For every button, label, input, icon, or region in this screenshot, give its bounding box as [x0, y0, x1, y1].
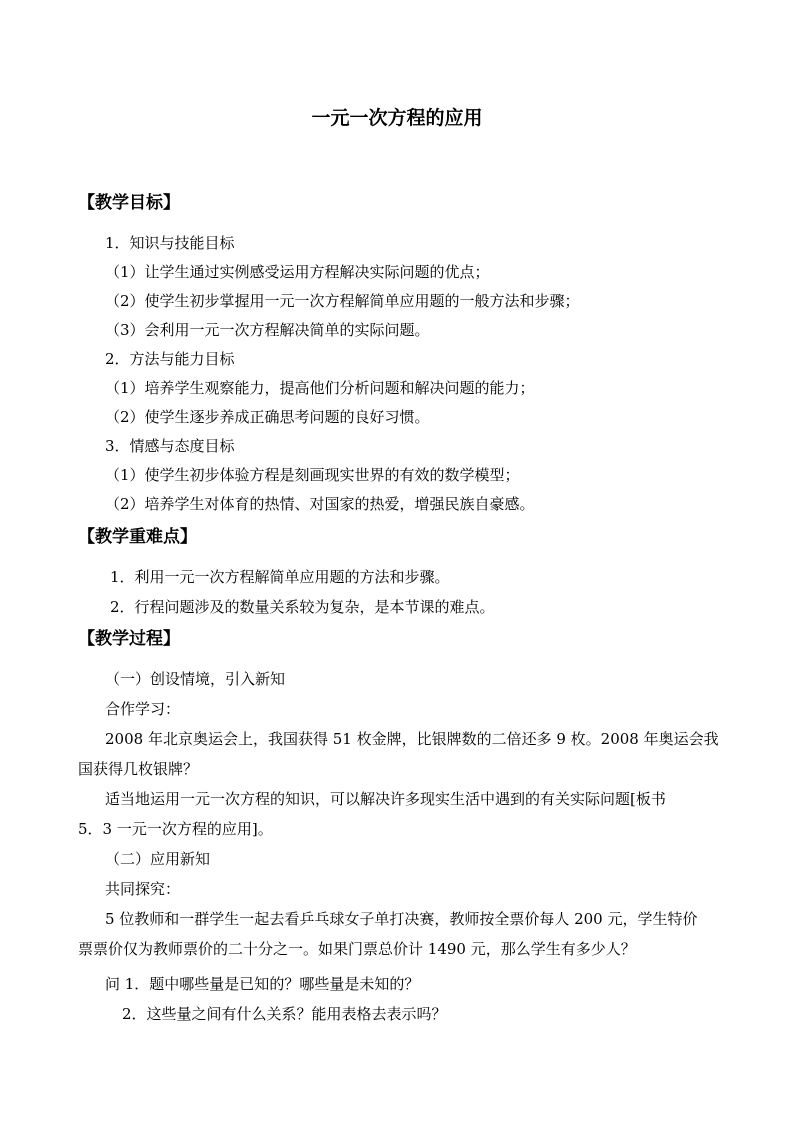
section-heading-objectives: 【教学目标】: [78, 193, 180, 213]
goal-item: （2）培养学生对体育的热情、对国家的热爱，增强民族自豪感。: [105, 495, 535, 513]
document-title: 一元一次方程的应用: [311, 107, 483, 129]
process-part-heading: （二）应用新知: [105, 850, 211, 868]
paragraph-line: 票票价仅为教师票价的二十分之一。如果门票总价计 1490 元，那么学生有多少人？: [78, 940, 636, 958]
key-point-item: 1．利用一元一次方程解简单应用题的方法和步骤。: [110, 568, 450, 586]
goal-heading-attitude: 3．情感与态度目标: [105, 437, 235, 455]
paragraph-line: 适当地运用一元一次方程的知识，可以解决许多现实生活中遇到的有关实际问题[板书: [105, 790, 666, 808]
process-part-heading: （一）创设情境，引入新知: [105, 670, 286, 688]
coop-label: 合作学习：: [105, 700, 181, 718]
paragraph-line: 5 位教师和一群学生一起去看乒乓球女子单打决赛，教师按全票价每人 200 元，学生特价: [105, 910, 698, 928]
question-item: 2．这些量之间有什么关系？能用表格去表示吗？: [122, 1005, 447, 1023]
goal-heading-knowledge: 1．知识与技能目标: [105, 234, 235, 252]
goal-item: （1）使学生初步体验方程是刻画现实世界的有效的数学模型；: [105, 466, 520, 484]
paragraph-line: 5．3 一元一次方程的应用]。: [78, 820, 273, 838]
paragraph-line: 2008 年北京奥运会上，我国获得 51 枚金牌，比银牌数的二倍还多 9 枚。2008 年奥运会我: [105, 730, 719, 748]
goal-item: （1）培养学生观察能力，提高他们分析问题和解决问题的能力；: [105, 379, 535, 397]
paragraph-line: 国获得几枚银牌？: [78, 760, 199, 778]
goal-item: （2）使学生逐步养成正确思考问题的良好习惯。: [105, 408, 430, 426]
section-heading-process: 【教学过程】: [78, 629, 180, 649]
key-point-item: 2．行程问题涉及的数量关系较为复杂，是本节课的难点。: [110, 598, 495, 616]
goal-heading-method: 2．方法与能力目标: [105, 350, 235, 368]
explore-label: 共同探究：: [105, 880, 181, 898]
section-heading-key-points: 【教学重难点】: [78, 527, 197, 547]
goal-item: （1）让学生通过实例感受运用方程解决实际问题的优点；: [105, 263, 490, 281]
goal-item: （2）使学生初步掌握用一元一次方程解简单应用题的一般方法和步骤；: [105, 292, 580, 310]
question-item: 问 1．题中哪些量是已知的？哪些量是未知的？: [105, 975, 420, 993]
goal-item: （3）会利用一元一次方程解决简单的实际问题。: [105, 321, 430, 339]
